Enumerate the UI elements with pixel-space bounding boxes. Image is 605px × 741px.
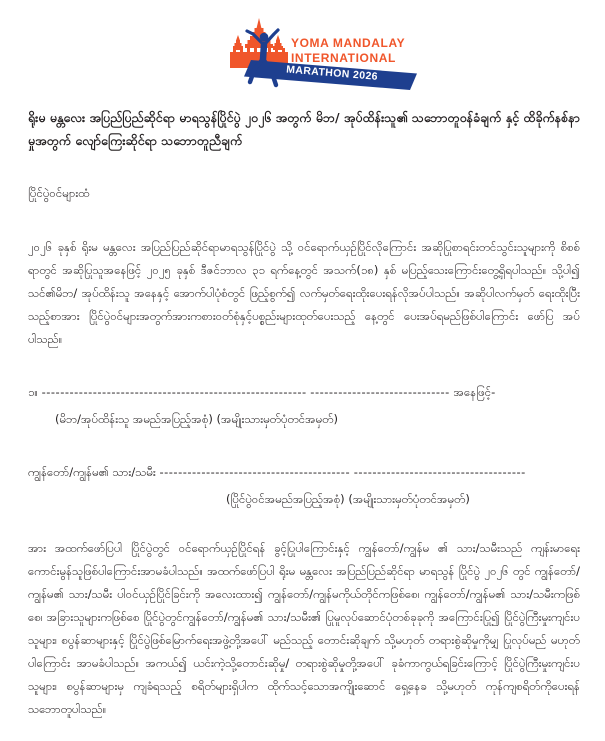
participant-nrc-blank: -------------------------------------	[353, 465, 526, 479]
form-line2-prefix: ကျွန်တော်/ကျွန်မ၏ သား/သမီး	[28, 465, 156, 479]
item-number: ၁။	[28, 385, 38, 399]
caption-participant-name: (ပြိုင်ပွဲဝင်အမည်အပြည့်အစုံ) (အမျိုးသားမှတ်ပုံတင်အမှတ်)	[226, 492, 470, 506]
form-line1-suffix: အနေဖြင့်-	[453, 385, 496, 399]
intro-paragraph: ၂၀၂၆ ခုနှစ် ရိုးမ မန္တလေး အပြည်ပြည်ဆိုင်ရာမာရသွန်ပြိုင်ပွဲ သို့ ဝင်ရောက်ယှဉ်ပြိုင်လိုကြောင်း အဆိုပြုစာရင်းတင်သွင်းသူများကို စိစစ်ရာတွင် အဆိုပြုသူအနေဖြင့် ၂၀၂၅ ခုနှစ် ဒီဇင်ဘာလ ၃၁ ရက်နေ့တွင် အသက်(၁၈) နှစ် မပြည့်သေးကြောင်းတွေ့ရှိရပါသည်။ သို့ပါ၍ သင်၏မိဘ/ အုပ်ထိန်းသူ အနေနှင့် အောက်ပါပုံစံတွင် ဖြည့်စွက်၍ လက်မှတ်ရေးထိုးပေးရန်လိုအပ်ပါသည်။ အဆိုပါလက်မှတ် ရေးထိုးပြီးသည့်စာအား ပြိုင်ပွဲဝင်များအတွက်အားကစားဝတ်စုံနှင့်ပစ္စည်းများထုတ်ပေးသည့် နေ့တွင် ပေးအပ်ရမည်ဖြစ်ပါကြောင်း ဖော်ပြ အပ်ပါသည်။	[28, 240, 580, 346]
logo	[0, 0, 605, 94]
marathon-logo	[229, 18, 419, 94]
form-line-parent-name	[28, 381, 580, 404]
logo-banner-text: MARATHON 2026	[285, 63, 378, 83]
parent-nrc-blank: ------------------------------	[310, 385, 450, 399]
caption-parent-name: (မိဘ/အုပ်ထိန်းသူ အမည်အပြည့်အစုံ) (အမျိုးသားမှတ်ပုံတင်အမှတ်)	[55, 412, 338, 426]
logo-wordmark-line1: YOMA MANDALAY	[290, 36, 405, 50]
document-title: ရိုးမ မန္တလေး အပြည်ပြည်ဆိုင်ရာ မာရသွန်ပြိုင်ပွဲ ၂၀၂၆ အတွက် မိဘ/ အုပ်ထိန်းသူ၏ သဘောတူဝန်ခံချက် နှင့် ထိခိုက်နစ်နာမှုအတွက် လျော်ကြေးဆိုင်ရာ သဘောတူညီချက်	[28, 110, 580, 148]
participant-name-blank: -----------------------------------------	[159, 465, 351, 479]
salutation: ပြိုင်ပွဲဝင်များထံ	[28, 186, 90, 200]
parent-name-blank: ---------------------------------------------------------	[41, 385, 307, 399]
form-line-participant-name	[28, 461, 580, 484]
document-body	[0, 106, 605, 721]
logo-wordmark-line2: INTERNATIONAL	[290, 51, 396, 65]
consent-paragraph: အား အထက်ဖော်ပြပါ ပြိုင်ပွဲတွင် ဝင်ရောက်ယှဉ်ပြိုင်ရန် ခွင့်ပြုပါကြောင်းနှင့် ကျွန်တော်/ကျွန်မ ၏ သား/သမီးသည် ကျန်းမာရေး ကောင်းမွန်သူဖြစ်ပါကြောင်းအာမခံပါသည်။ အထက်ဖော်ပြပါ ရိုးမ မန္တလေး အပြည်ပြည်ဆိုင်ရာ မာရသွန် ပြိုင်ပွဲ ၂၀၂၆ တွင် ကျွန်တော်/ကျွန်မ၏ သား/သမီး ပါဝင်ယှဉ်ပြိုင်ခြင်းကို အလေးထား၍ ကျွန်တော်/ကျွန်မကိုယ်တိုင်ကဖြစ်စေ၊ ကျွန်တော်/ကျွန်မ၏ သား/သမီးကဖြစ်စေ၊ အခြားသူများကဖြစ်စေ ပြိုင်ပွဲတွင်ကျွန်တော်/ကျွန်မ၏ သား/သမီး၏ ပြုမူလုပ်ဆောင်ပုံတစ်ခုခုကို အကြောင်းပြု၍ ပြိုင်ပွဲကြီးမှုးကျင်းပသူများ၊ စပွန်ဆာများနှင့် ပြိုင်ပွဲဖြစ်မြောက်ရေးအဖွဲ့တို့အပေါ် မည်သည့် တောင်းဆိုချက် သို့မဟုတ် တရားစွဲဆိုမှုကိုမျှ ပြုလုပ်မည် မဟုတ်ပါကြောင်း အာမခံပါသည်။ အကယ်၍ ယင်းကဲ့သို့တောင်းဆိုမှု/ တရားစွဲဆိုမှုတို့အပေါ် ခုခံကာကွယ်ရခြင်းကြောင့် ပြိုင်ပွဲကြီးမှုးကျင်းပသူများ၊ စပွန်ဆာများမှ ကျခံရသည့် စရိတ်များရှိပါက ထိုက်သင့်သောအကျိုးဆောင် ရှေ့နေခ သို့မဟုတ် ကုန်ကျစရိတ်ကိုပေးရန် သဘောတူပါသည်။	[28, 541, 580, 716]
